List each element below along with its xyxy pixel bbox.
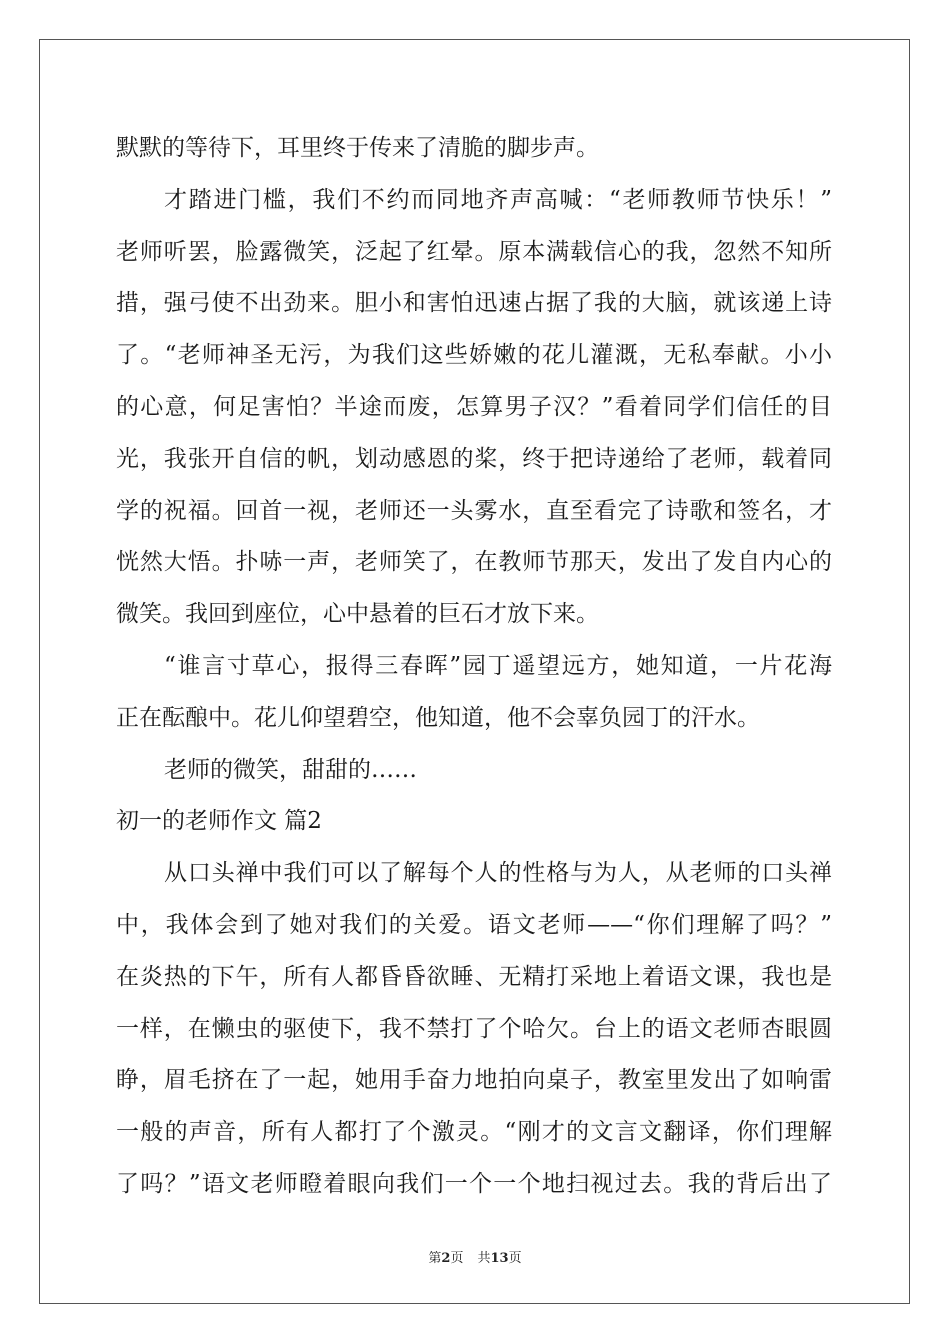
footer-total-prefix: 共: [477, 1251, 491, 1266]
text-line-17: 在炎热的下午，所有人都昏昏欲睡、无精打采地上着语文课，我也是: [116, 963, 832, 990]
text-line-15: 从口头禅中我们可以了解每个人的性格与为人，从老师的口头禅: [164, 860, 832, 887]
footer-page-number: 2: [441, 1251, 451, 1266]
text-line-16: 中，我体会到了她对我们的关爱。语文老师——“你们理解了吗？”: [116, 911, 832, 938]
text-line-9: 恍然大悟。扑哧一声，老师笑了，在教师节那天，发出了发自内心的: [116, 549, 832, 576]
text-line-10: 微笑。我回到座位，心中悬着的巨石才放下来。: [116, 601, 599, 628]
footer-page-suffix: 页: [450, 1251, 464, 1266]
text-line-2: 才踏进门槛，我们不约而同地齐声高喊：“老师教师节快乐！”: [164, 186, 832, 213]
footer-total-suffix: 页: [508, 1251, 522, 1266]
footer-total-number: 13: [490, 1251, 509, 1266]
text-line-7: 光，我张开自信的帆，划动感恩的桨，终于把诗递给了老师，载着同: [116, 445, 832, 472]
text-line-20: 一般的声音，所有人都打了个激灵。“刚才的文言文翻译，你们理解: [116, 1119, 832, 1146]
text-line-5: 了。“老师神圣无污，为我们这些娇嫩的花儿灌溉，无私奉献。小小: [116, 342, 832, 369]
text-line-1: 默默的等待下，耳里终于传来了清脆的脚步声。: [116, 135, 599, 161]
text-line-6: 的心意，何足害怕？半途而废，怎算男子汉？”看着同学们信任的目: [116, 393, 832, 420]
text-line-18: 一样，在懒虫的驱使下，我不禁打了个哈欠。台上的语文老师杏眼圆: [116, 1015, 832, 1042]
text-line-4: 措，强弓使不出劲来。胆小和害怕迅速占据了我的大脑，就该递上诗: [116, 290, 832, 317]
text-line-11: “谁言寸草心，报得三春晖”园丁遥望远方，她知道，一片花海: [164, 652, 832, 679]
text-line-12: 正在酝酿中。花儿仰望碧空，他知道，他不会辜负园丁的汗水。: [116, 704, 760, 731]
text-line-21: 了吗？”语文老师瞪着眼向我们一个一个地扫视过去。我的背后出了: [116, 1170, 832, 1197]
text-line-19: 睁，眉毛挤在了一起，她用手奋力地拍向桌子，教室里发出了如响雷: [116, 1067, 832, 1094]
page-footer: [0, 1247, 950, 1266]
footer-page-prefix: 第: [428, 1251, 442, 1266]
document-body: [116, 123, 832, 1211]
text-line-13: 老师的微笑，甜甜的……: [164, 756, 417, 783]
section-heading: 初一的老师作文 篇2: [116, 808, 322, 835]
text-line-8: 学的祝福。回首一视，老师还一头雾水，直至看完了诗歌和签名，才: [116, 497, 832, 524]
text-line-3: 老师听罢，脸露微笑，泛起了红晕。原本满载信心的我，忽然不知所: [116, 238, 832, 265]
